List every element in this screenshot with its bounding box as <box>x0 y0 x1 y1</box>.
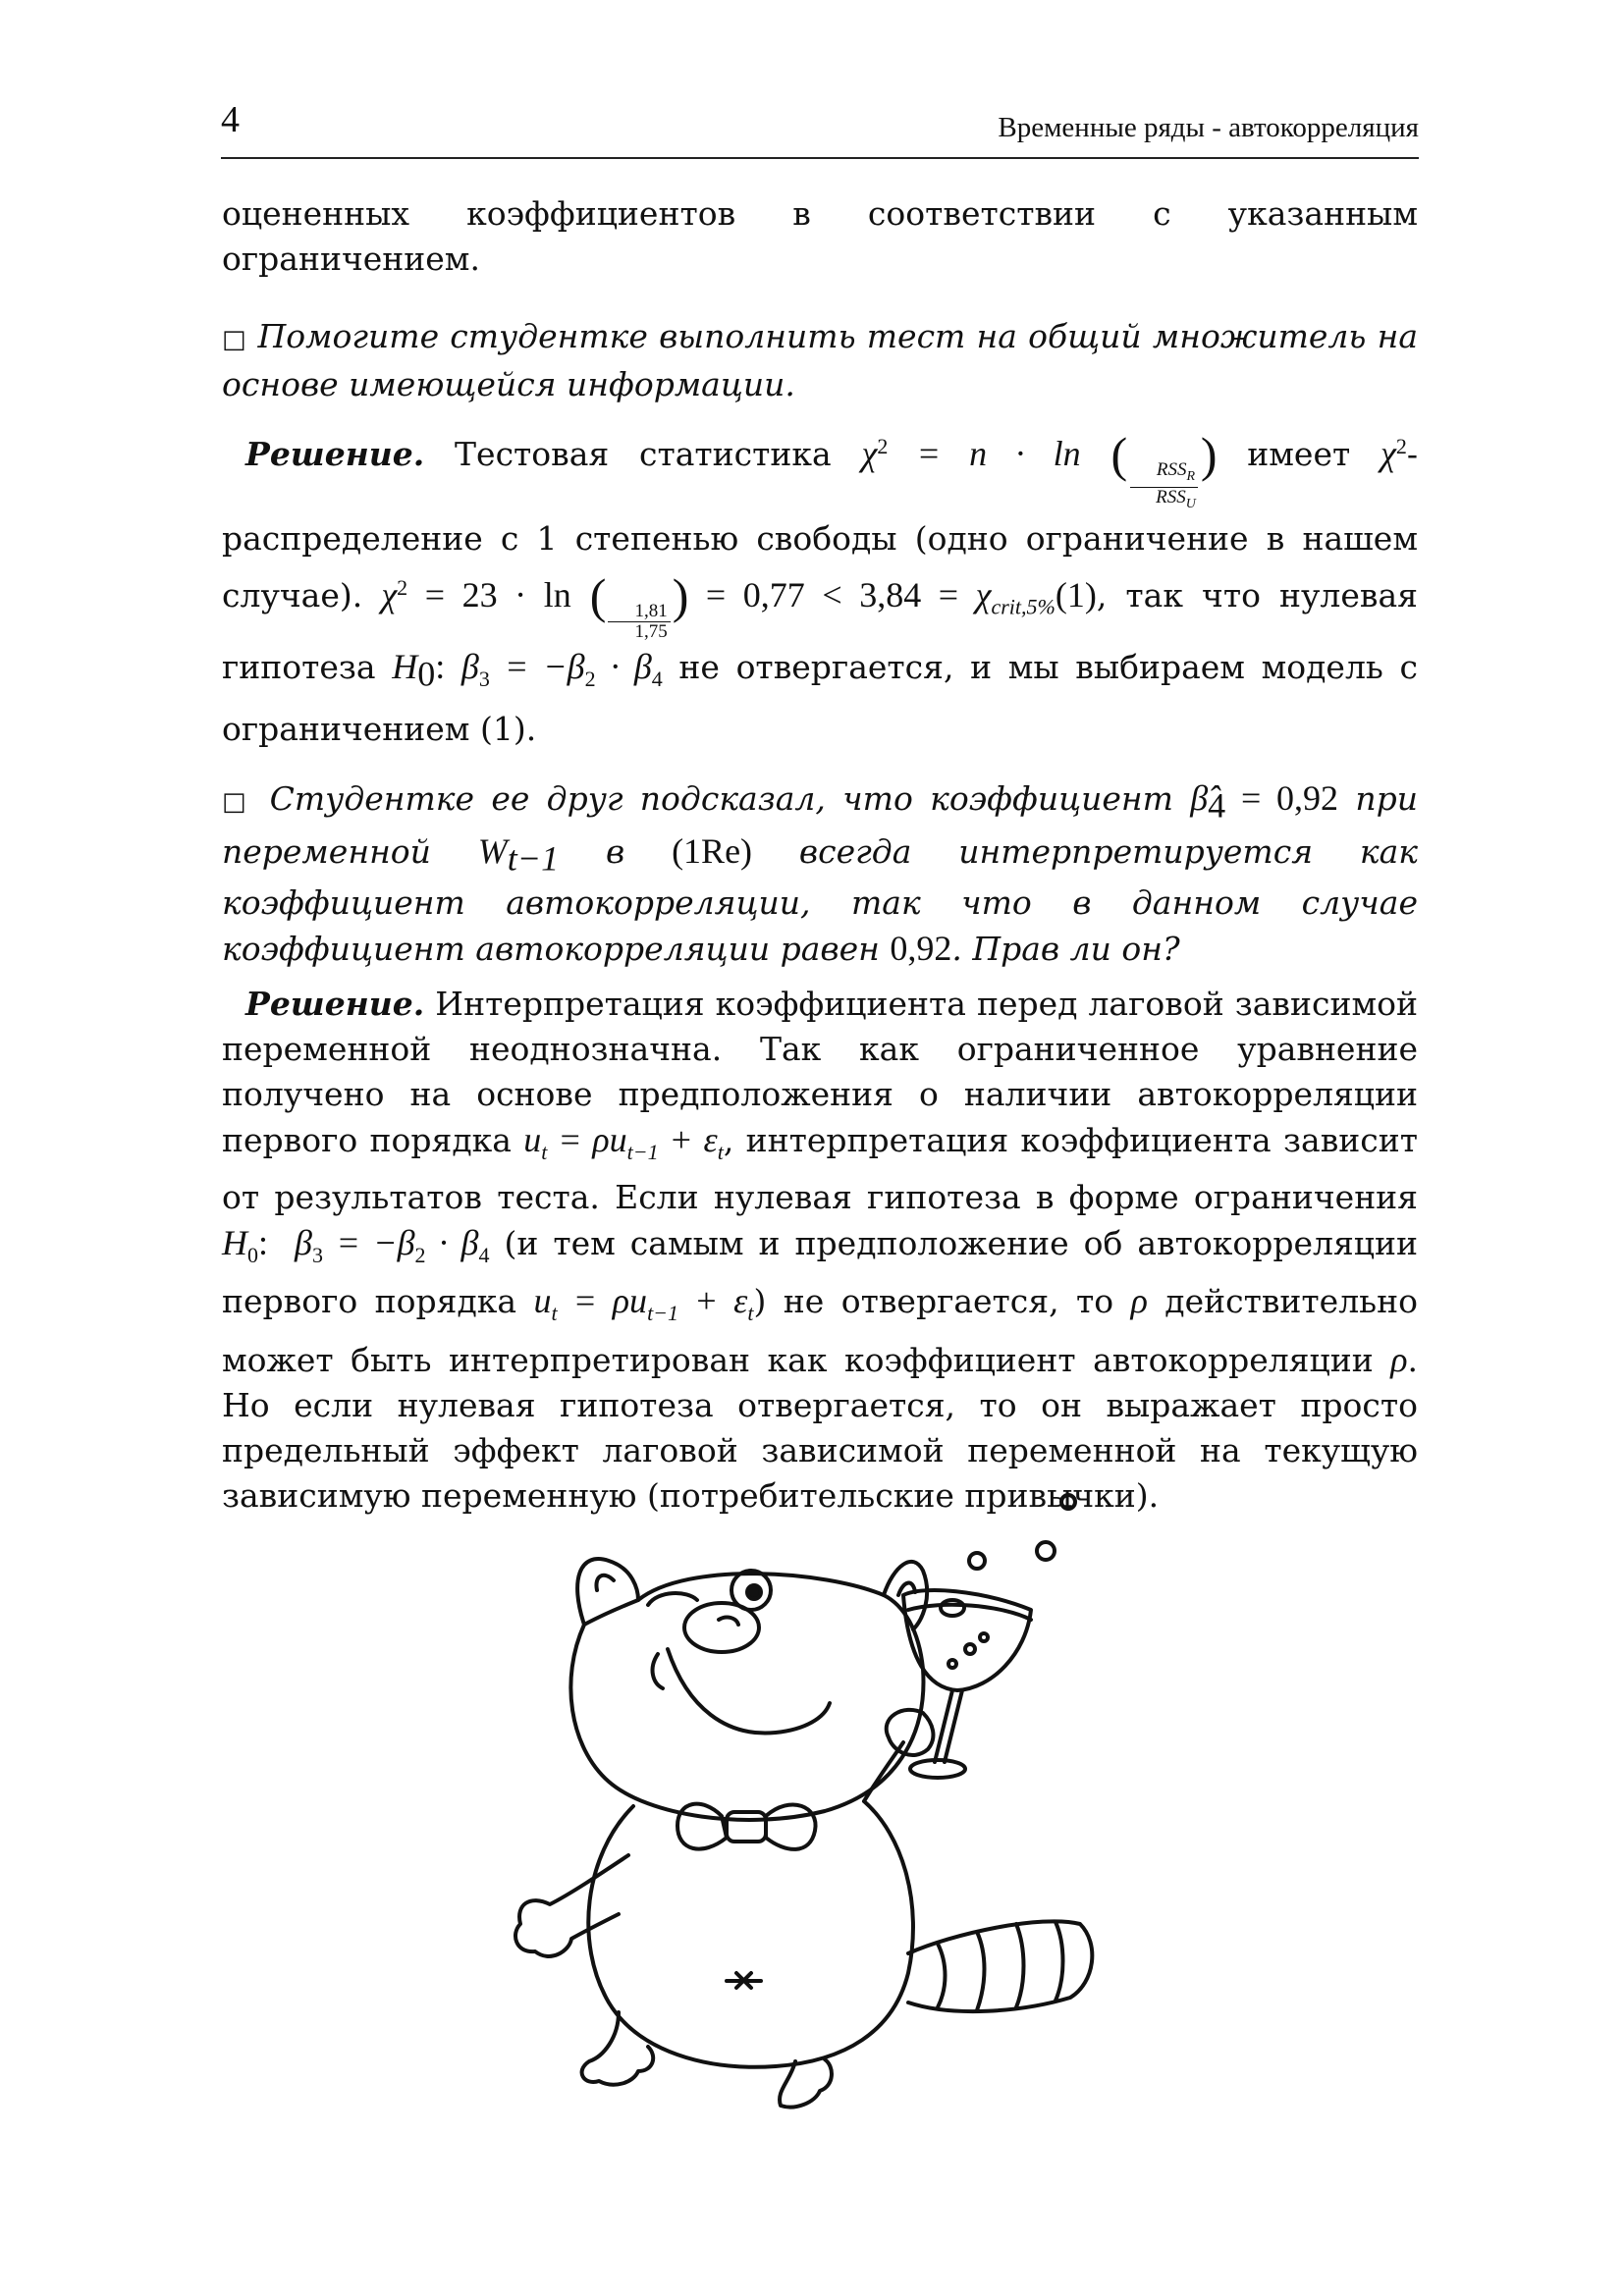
text-span: . Но если нулевая гипотеза отвергается, то он выражает просто предельный эффект лаговой зависимой переменной на текущую зависимую переменную (потребительские привычки). <box>222 1340 1418 1515</box>
math-sub: t−1 <box>507 838 560 879</box>
math-sub: 4 <box>1208 785 1226 826</box>
text-span: , интерпретация коэффициента зависит от результатов теста. Если нулевая гипотеза в форме ограничения <box>222 1121 1419 1217</box>
math-sup: 2 <box>397 575 408 601</box>
text-span: не отвергается, и мы выбираем модель с ограничением (1). <box>222 648 1418 748</box>
math-expr: = 23 · ln <box>407 575 571 615</box>
math-beta-hat: β̂ <box>1190 778 1209 818</box>
paragraph-continued <box>222 191 1418 282</box>
math-chi: χ <box>975 575 992 615</box>
math-ar1: $u_t = \rho u_{t-1} + \varepsilon_t$ <box>533 1281 754 1326</box>
math-chi: χ <box>381 575 398 615</box>
math-hypothesis: $\beta_3 = -\beta_2 \cdot \beta_4$ <box>460 647 663 692</box>
math-rho: ρ <box>1130 1281 1148 1321</box>
checkbox-icon: □ <box>222 325 247 354</box>
math-sub: 0 <box>417 655 436 695</box>
math-expr: = 0,92 <box>1225 778 1339 818</box>
math-chi: χ <box>1380 434 1396 473</box>
math-h0: $H_0$: $\beta_3 = -\beta_2 \cdot \beta_4$ <box>222 1223 490 1268</box>
task-1 <box>222 314 1418 407</box>
paren-close: ) <box>1200 427 1218 482</box>
text-span: в <box>605 831 625 871</box>
task-2 <box>222 775 1418 972</box>
frac-num-sub: R <box>1186 469 1196 485</box>
math-colon: : <box>435 647 446 687</box>
text-span: при переменной <box>222 779 1418 871</box>
text-span: (и тем самым и предположение об автокорреляции первого порядка <box>222 1224 1418 1321</box>
text-span: имеет <box>1247 435 1351 473</box>
text-span: . Прав ли он? <box>951 930 1180 969</box>
math-sub: crit,5% <box>991 594 1056 619</box>
math-ar1: $u_t = \rho u_{t-1} + \varepsilon_t$ <box>523 1120 724 1165</box>
text-span: Студентке ее друг подсказал, что коэффициент <box>269 779 1173 818</box>
text-span: Интерпретация коэффициента перед лаговой зависимой переменной неоднозначна. Так как ограниченное уравнение получено на основе предположения о наличии автокорреляции первого порядка <box>222 985 1418 1159</box>
checkbox-icon: □ <box>222 787 253 817</box>
text-span: -распределение с 1 степенью свободы (одно ограничение в нашем случае). <box>222 435 1418 615</box>
page-number: 4 <box>221 99 240 140</box>
paren-open: ( <box>1110 427 1128 482</box>
math-w: W <box>477 830 508 871</box>
solution-label: Решение. <box>245 435 425 473</box>
running-header <box>221 98 1419 159</box>
math-value: 0,92 <box>890 929 952 969</box>
math-rho: ρ <box>1390 1339 1408 1379</box>
math-sup: 2 <box>877 434 889 458</box>
paragraph-text: оцененных коэффициентов в соответствии с указанным ограничением. <box>222 194 1418 278</box>
frac-den: RSS <box>1156 487 1186 508</box>
text-span: всегда интерпретируется как коэффициент автокорреляции, так что в данном случае коэффициент автокорреляции равен <box>222 831 1419 969</box>
math-expr: = n · ln <box>888 434 1081 473</box>
solution-1 <box>222 422 1418 754</box>
text-span: ) не отвергается, то <box>753 1282 1114 1321</box>
frac-num: 1,81 <box>608 602 670 622</box>
frac-num: RSS <box>1156 459 1187 481</box>
math-chi: χ <box>861 434 878 473</box>
math-expr: = 0,77 < 3,84 = <box>688 575 976 615</box>
math-sup: 2 <box>1395 434 1407 458</box>
solution-2 <box>222 982 1418 1519</box>
rss-fraction <box>1129 460 1199 514</box>
math-h: H <box>392 647 418 687</box>
text-span: действительно может быть интерпретирован как коэффициент автокорреляции <box>222 1282 1418 1379</box>
frac-den-sub: U <box>1185 497 1196 512</box>
paren-open: ( <box>589 568 607 624</box>
solution-label: Решение. <box>245 985 425 1023</box>
paren-close: ) <box>672 568 689 624</box>
raccoon-illustration <box>491 1482 1129 2110</box>
math-expr: (1) <box>1055 575 1097 615</box>
frac-den: 1,75 <box>634 621 668 643</box>
value-fraction <box>608 602 670 642</box>
text-span: , так что нулевая гипотеза <box>222 576 1418 687</box>
text-span: Тестовая статистика <box>455 435 832 473</box>
running-title: Временные ряды - автокорреляция <box>998 112 1419 143</box>
task-1-text: Помогите студентке выполнить тест на общий множитель на основе имеющейся информации. <box>222 317 1418 403</box>
math-ref: (1Re) <box>672 830 753 871</box>
